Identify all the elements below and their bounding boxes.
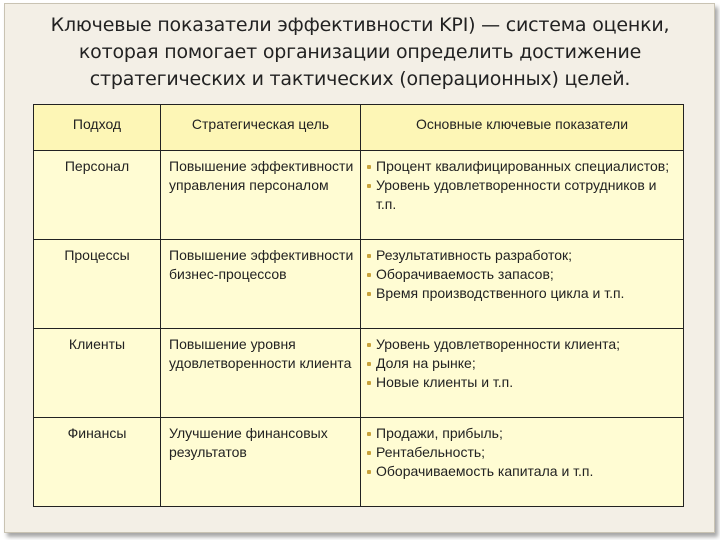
list-item [367,284,679,303]
slide [4,3,715,533]
bullet-icon [367,165,371,169]
header-approach: Подход [34,105,161,151]
bullet-icon [367,470,371,474]
list-item [367,462,679,481]
bullet-icon [367,254,371,258]
bullet-icon [367,451,371,455]
goal-cell: Повышение эффективности бизнес-процессов [161,240,361,329]
list-item [367,335,679,354]
goal-cell: Повышение уровня удовлетворенности клиента [161,329,361,418]
bullet-icon [367,184,371,188]
list-item [367,354,679,373]
list-item [367,157,679,176]
indicator-text: Оборачиваемость запасов; [376,266,554,282]
table-row [34,418,684,507]
table-row [34,240,684,329]
approach-cell: Персонал [34,151,161,240]
list-item [367,443,679,462]
bullet-icon [367,343,371,347]
indicator-text: Уровень удовлетворенности клиента; [376,336,621,352]
approach-cell: Финансы [34,418,161,507]
header-key-indicators: Основные ключевые показатели [361,105,684,151]
slide-title: Ключевые показатели эффективности KPI) — система оценки, которая помогает организации определить достижение стратегических и тактических (операционных) целей. [50,14,670,90]
bullet-icon [367,273,371,277]
list-item [367,424,679,443]
approach-cell: Процессы [34,240,161,329]
indicator-text: Доля на рынке; [376,355,476,371]
list-item [367,176,679,214]
indicator-text: Новые клиенты и т.п. [376,374,514,390]
indicator-text: Уровень удовлетворенности сотрудников и т.п. [376,177,657,212]
indicators-cell [361,151,684,240]
table-header-row [34,105,684,151]
list-item [367,265,679,284]
indicator-text: Рентабельность; [376,444,486,460]
table-row [34,329,684,418]
indicators-cell [361,240,684,329]
indicator-text: Результативность разработок; [376,247,572,263]
indicator-text: Время производственного цикла и т.п. [376,285,625,301]
bullet-icon [367,432,371,436]
kpi-table [33,104,684,507]
approach-cell: Клиенты [34,329,161,418]
indicators-cell [361,329,684,418]
indicators-cell [361,418,684,507]
header-strategic-goal: Стратегическая цель [161,105,361,151]
bullet-icon [367,362,371,366]
bullet-icon [367,292,371,296]
goal-cell: Улучшение финансовых результатов [161,418,361,507]
list-item [367,373,679,392]
indicator-text: Продажи, прибыль; [376,425,503,441]
indicator-text: Процент квалифицированных специалистов; [376,158,670,174]
bullet-icon [367,381,371,385]
list-item [367,246,679,265]
table-row [34,151,684,240]
indicator-text: Оборачиваемость капитала и т.п. [376,463,594,479]
goal-cell: Повышение эффективности управления персоналом [161,151,361,240]
